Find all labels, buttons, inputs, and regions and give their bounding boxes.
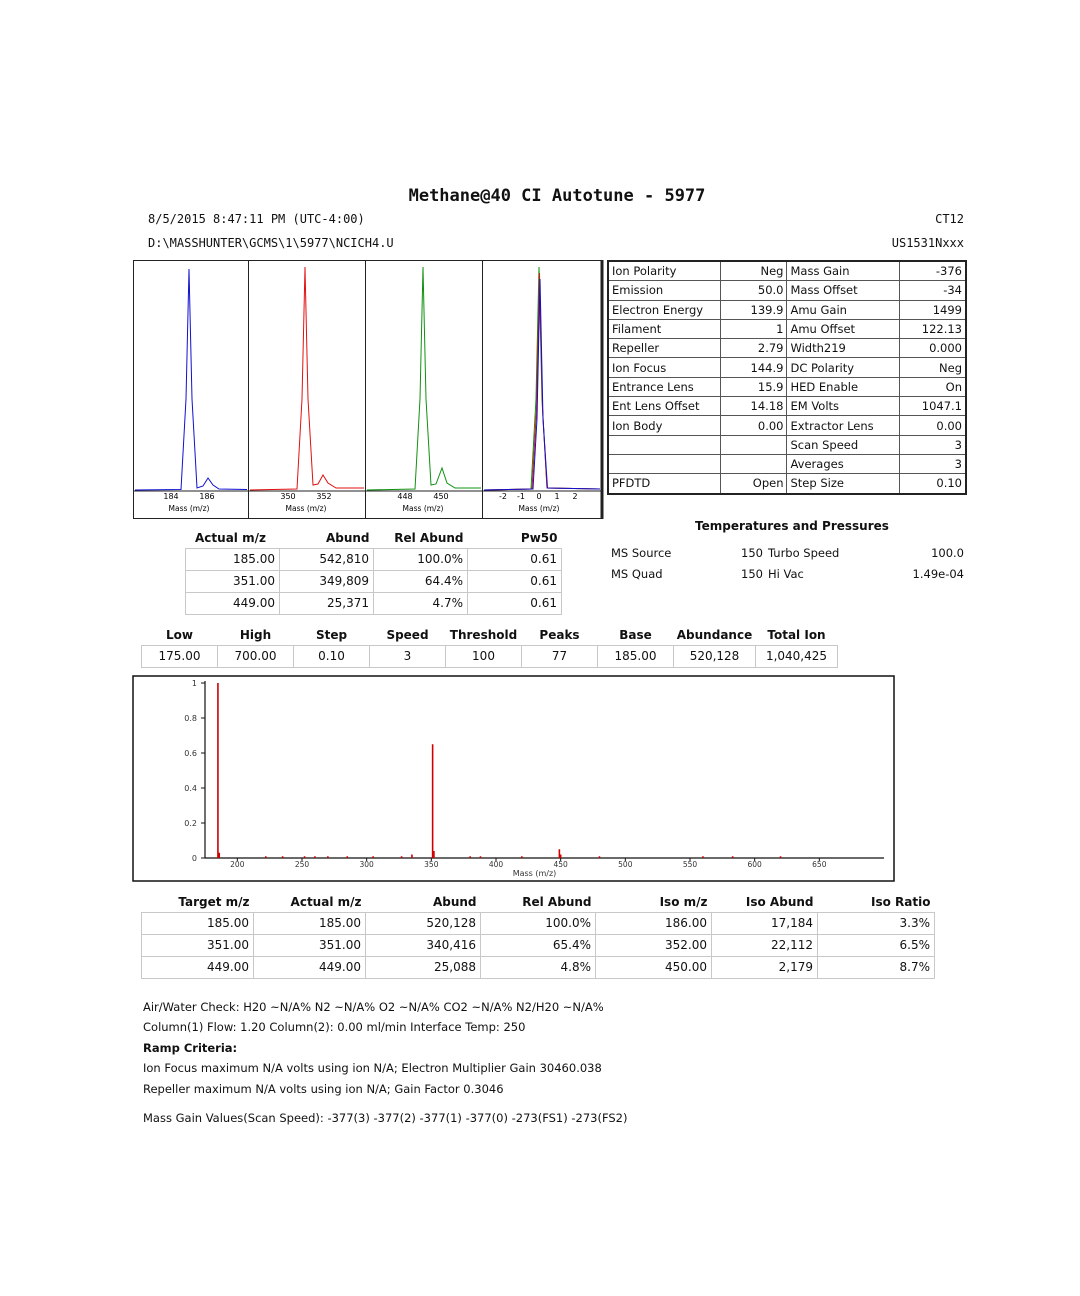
- param-label: Mass Offset: [787, 281, 899, 300]
- results-cell: 185.00: [254, 912, 366, 934]
- param-label: Extractor Lens: [787, 416, 899, 435]
- spectrum-frame: [133, 676, 894, 881]
- results-cell: 2,179: [712, 956, 818, 978]
- peaks-col-header: Rel Abund: [394, 530, 464, 545]
- results-cell: 185.00: [142, 912, 254, 934]
- ramp-criteria-title: Ramp Criteria:: [143, 1041, 238, 1055]
- param-value: [720, 435, 787, 454]
- x-tick-label: 500: [618, 860, 633, 869]
- y-tick-label: 0.4: [184, 784, 197, 793]
- param-label: PFDTD: [608, 474, 720, 494]
- results-col-header: Target m/z: [178, 894, 250, 909]
- param-row: [608, 454, 966, 473]
- x-tick-label: 300: [359, 860, 374, 869]
- param-row: [608, 300, 966, 319]
- results-cell: 4.8%: [481, 956, 596, 978]
- column-flow: Column(1) Flow: 1.20 Column(2): 0.00 ml/min Interface Temp: 250: [143, 1020, 526, 1034]
- peaks-table: [185, 528, 562, 615]
- param-value: 3: [899, 435, 966, 454]
- scan-cell: 175.00: [142, 645, 218, 667]
- x-tick-label: 400: [488, 860, 504, 869]
- temps-row: [611, 542, 964, 563]
- y-tick-label: 0.8: [184, 714, 197, 723]
- y-tick-label: 1: [191, 679, 197, 688]
- results-col-header: Abund: [432, 894, 477, 909]
- param-value: Neg: [899, 358, 966, 377]
- temps-label: MS Quad: [611, 566, 663, 581]
- temps-label: Turbo Speed: [768, 545, 840, 560]
- peaks-cell: 4.7%: [374, 592, 468, 614]
- param-label: Ion Focus: [608, 358, 720, 377]
- results-cell: 520,128: [366, 912, 481, 934]
- peak-panel-3-xlabel: Mass (m/z): [402, 504, 444, 513]
- x-tick-label: 200: [230, 860, 245, 869]
- peaks-cell: 64.4%: [374, 570, 468, 592]
- results-row: [142, 934, 935, 956]
- scan-col-header: Step: [315, 627, 348, 642]
- param-value: Neg: [720, 261, 787, 281]
- tune-parameters-table: [607, 260, 967, 495]
- results-row: [142, 912, 935, 934]
- scan-cell: 520,128: [674, 645, 756, 667]
- param-value: 2.79: [720, 339, 787, 358]
- peak-panel-4-tick-3: 1: [554, 492, 560, 501]
- peaks-col-header: Abund: [325, 530, 370, 545]
- results-cell: 17,184: [712, 912, 818, 934]
- mass-spectrum-chart: [132, 675, 896, 883]
- peaks-row: [186, 570, 562, 592]
- results-table: [141, 892, 935, 979]
- results-row: [142, 956, 935, 978]
- param-row: [608, 435, 966, 454]
- param-value: 3: [899, 454, 966, 473]
- param-value: 0.000: [899, 339, 966, 358]
- param-label: [608, 435, 720, 454]
- param-value: -34: [899, 281, 966, 300]
- results-cell: 351.00: [254, 934, 366, 956]
- param-label: Averages: [787, 454, 899, 473]
- param-label: DC Polarity: [787, 358, 899, 377]
- x-tick-label: 550: [682, 860, 698, 869]
- param-row: [608, 474, 966, 494]
- results-cell: 8.7%: [818, 956, 935, 978]
- scan-col-header: Low: [166, 627, 193, 642]
- param-value: [720, 454, 787, 473]
- param-row: [608, 261, 966, 281]
- results-cell: 3.3%: [818, 912, 935, 934]
- peak-panel-2-tick-1: 352: [316, 492, 332, 501]
- param-label: Electron Energy: [608, 300, 720, 319]
- param-label: Entrance Lens: [608, 377, 720, 396]
- scan-col-header: Threshold: [449, 627, 518, 642]
- scan-col-header: Speed: [386, 627, 429, 642]
- temps-pressures-table: [611, 542, 964, 584]
- y-tick-label: 0.6: [184, 749, 197, 758]
- scan-cell: 700.00: [218, 645, 294, 667]
- param-value: 0.10: [899, 474, 966, 494]
- peaks-cell: 449.00: [186, 592, 280, 614]
- results-cell: 449.00: [254, 956, 366, 978]
- y-tick-label: 0: [191, 854, 197, 863]
- peaks-cell: 0.61: [468, 570, 562, 592]
- temps-value: 1.49e-04: [912, 566, 964, 581]
- param-label: Repeller: [608, 339, 720, 358]
- temps-value: 150: [741, 545, 763, 560]
- param-label: HED Enable: [787, 377, 899, 396]
- param-label: Ion Polarity: [608, 261, 720, 281]
- temps-row: [611, 563, 964, 584]
- y-tick-label: 0.2: [184, 819, 197, 828]
- param-value: On: [899, 377, 966, 396]
- report-datetime: 8/5/2015 8:47:11 PM (UTC-4:00): [148, 212, 365, 226]
- peak-panel-3-tick-1: 450: [433, 492, 449, 501]
- x-tick-label: 250: [294, 860, 310, 869]
- data-file-path: D:\MASSHUNTER\GCMS\1\5977\NCICH4.U: [148, 236, 394, 250]
- param-label: Amu Gain: [787, 300, 899, 319]
- peaks-cell: 25,371: [280, 592, 374, 614]
- param-value: 144.9: [720, 358, 787, 377]
- param-label: Step Size: [787, 474, 899, 494]
- param-row: [608, 377, 966, 396]
- peaks-cell: 0.61: [468, 592, 562, 614]
- results-cell: 186.00: [596, 912, 712, 934]
- scan-cell: 77: [522, 645, 598, 667]
- scan-col-header: Base: [619, 627, 652, 642]
- param-row: [608, 416, 966, 435]
- param-label: Mass Gain: [787, 261, 899, 281]
- results-col-header: Iso Ratio: [871, 894, 931, 909]
- results-cell: 450.00: [596, 956, 712, 978]
- x-tick-label: 350: [424, 860, 439, 869]
- param-label: Width219: [787, 339, 899, 358]
- peak-panel-1-tick-0: 184: [163, 492, 179, 501]
- scan-cell: 1,040,425: [756, 645, 838, 667]
- param-label: Scan Speed: [787, 435, 899, 454]
- param-value: Open: [720, 474, 787, 494]
- results-cell: 65.4%: [481, 934, 596, 956]
- peak-panel-4-tick-4: 2: [572, 492, 578, 501]
- peak-profile-panels: [133, 259, 605, 521]
- scan-col-header: Peaks: [539, 627, 580, 642]
- scan-cell: 100: [446, 645, 522, 667]
- param-label: Ent Lens Offset: [608, 397, 720, 416]
- scan-row: [142, 645, 838, 667]
- param-value: 0.00: [720, 416, 787, 435]
- peak-panel-4-xlabel: Mass (m/z): [518, 504, 560, 513]
- param-row: [608, 319, 966, 338]
- results-col-header: Iso Abund: [745, 894, 814, 909]
- param-value: 14.18: [720, 397, 787, 416]
- param-value: 50.0: [720, 281, 787, 300]
- peaks-row: [186, 592, 562, 614]
- peaks-cell: 185.00: [186, 548, 280, 570]
- peaks-col-header: Actual m/z: [195, 530, 266, 545]
- results-cell: 25,088: [366, 956, 481, 978]
- serial-number: US1531Nxxx: [891, 236, 964, 250]
- scan-parameters-table: [141, 625, 838, 668]
- param-label: [608, 454, 720, 473]
- peak-panel-4-tick-2: 0: [536, 492, 542, 501]
- param-label: EM Volts: [787, 397, 899, 416]
- results-col-header: Actual m/z: [290, 894, 362, 909]
- mass-gain-values: Mass Gain Values(Scan Speed): -377(3) -377(2) -377(1) -377(0) -273(FS1) -273(FS2): [143, 1111, 628, 1125]
- x-tick-label: 650: [812, 860, 827, 869]
- param-row: [608, 339, 966, 358]
- results-cell: 352.00: [596, 934, 712, 956]
- report-title: Methane@40 CI Autotune - 5977: [408, 186, 706, 206]
- air-water-check: Air/Water Check: H20 ~N/A% N2 ~N/A% O2 ~N/A% CO2 ~N/A% N2/H20 ~N/A%: [143, 1000, 604, 1014]
- temps-label: MS Source: [611, 545, 672, 560]
- param-value: 1047.1: [899, 397, 966, 416]
- param-label: Amu Offset: [787, 319, 899, 338]
- peaks-cell: 542,810: [280, 548, 374, 570]
- results-cell: 22,112: [712, 934, 818, 956]
- peak-panel-2-xlabel: Mass (m/z): [285, 504, 327, 513]
- param-label: Ion Body: [608, 416, 720, 435]
- peak-panel-1-tick-1: 186: [199, 492, 215, 501]
- peaks-cell: 0.61: [468, 548, 562, 570]
- param-value: -376: [899, 261, 966, 281]
- param-value: 122.13: [899, 319, 966, 338]
- ramp-repeller: Repeller maximum N/A volts using ion N/A; Gain Factor 0.3046: [143, 1082, 504, 1096]
- scan-cell: 185.00: [598, 645, 674, 667]
- param-value: 1499: [899, 300, 966, 319]
- results-cell: 6.5%: [818, 934, 935, 956]
- results-cell: 100.0%: [481, 912, 596, 934]
- param-row: [608, 281, 966, 300]
- results-col-header: Iso m/z: [659, 894, 708, 909]
- param-value: 1: [720, 319, 787, 338]
- peak-panel-4-tick-0: -2: [499, 492, 507, 501]
- scan-cell: 0.10: [294, 645, 370, 667]
- param-row: [608, 397, 966, 416]
- param-label: Emission: [608, 281, 720, 300]
- peaks-cell: 351.00: [186, 570, 280, 592]
- temps-title: Temperatures and Pressures: [695, 519, 889, 533]
- scan-col-header: High: [239, 627, 272, 642]
- temps-value: 150: [741, 566, 763, 581]
- peaks-cell: 100.0%: [374, 548, 468, 570]
- results-col-header: Rel Abund: [522, 894, 592, 909]
- scan-cell: 3: [370, 645, 446, 667]
- ramp-ion-focus: Ion Focus maximum N/A volts using ion N/A; Electron Multiplier Gain 30460.038: [143, 1061, 602, 1075]
- x-tick-label: 600: [747, 860, 762, 869]
- temps-label: Hi Vac: [768, 566, 804, 581]
- results-cell: 351.00: [142, 934, 254, 956]
- x-axis-label: Mass (m/z): [512, 869, 557, 878]
- results-cell: 340,416: [366, 934, 481, 956]
- peaks-row: [186, 548, 562, 570]
- peak-panel-1-xlabel: Mass (m/z): [168, 504, 210, 513]
- results-cell: 449.00: [142, 956, 254, 978]
- peak-panel-4-tick-1: -1: [517, 492, 525, 501]
- param-value: 139.9: [720, 300, 787, 319]
- param-row: [608, 358, 966, 377]
- temps-value: 100.0: [931, 545, 964, 560]
- x-tick-label: 450: [553, 860, 568, 869]
- peak-panel-3-tick-0: 448: [397, 492, 413, 501]
- param-label: Filament: [608, 319, 720, 338]
- peaks-col-header: Pw50: [520, 530, 558, 545]
- instrument-id: CT12: [935, 212, 964, 226]
- param-value: 15.9: [720, 377, 787, 396]
- peaks-cell: 349,809: [280, 570, 374, 592]
- peak-panel-2-tick-0: 350: [280, 492, 296, 501]
- scan-col-header: Abundance: [676, 627, 753, 642]
- scan-col-header: Total Ion: [767, 627, 826, 642]
- param-value: 0.00: [899, 416, 966, 435]
